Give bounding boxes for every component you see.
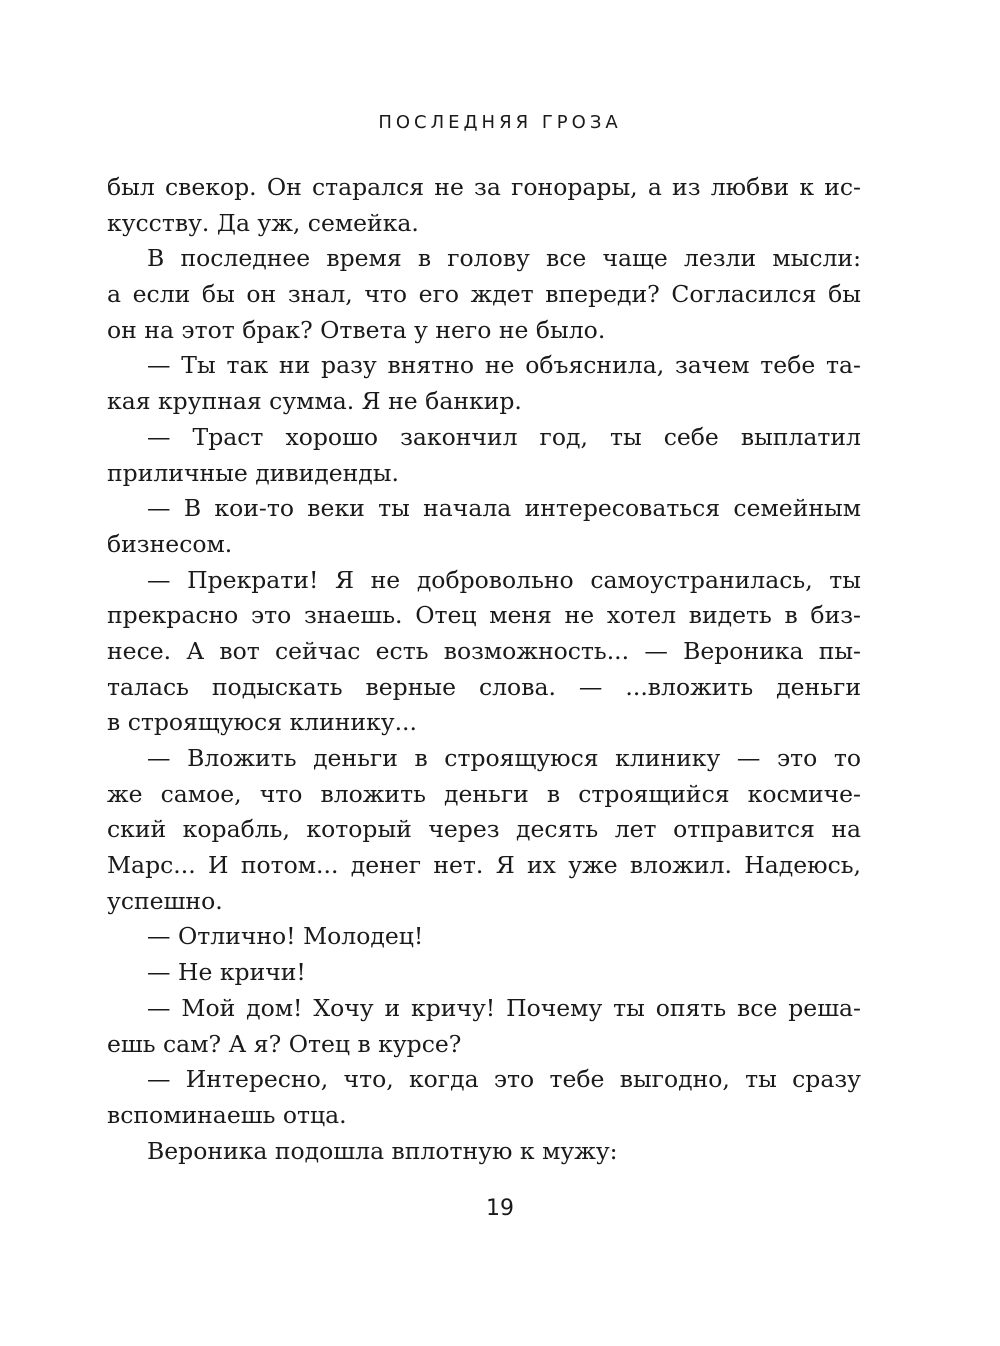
text-line: — Вложить деньги в строящуюся клинику — это то [147,744,861,772]
text-line: В последнее время в голову все чаще лезли мысли: [147,244,861,273]
text-line: — Интересно, что, когда это тебе выгодно, ты сразу [147,1065,861,1094]
text-line: Вероника подошла вплотную к мужу: [147,1136,618,1165]
text-line: кусству. Да уж, семейка. [107,208,419,237]
text-line: ский корабль, который через десять лет отправится на [107,815,861,844]
text-line: прекрасно это знаешь. Отец меня не хотел видеть в биз- [107,601,861,630]
text-line: — Траст хорошо закончил год, ты себе выплатил [147,422,861,451]
text-line: — Не кричи! [147,958,306,987]
text-line: вспоминаешь отца. [107,1100,347,1129]
text-line: был свекор. Он старался не за гонорары, а из любви к ис- [107,173,861,201]
text-line: — Отлично! Молодец! [147,922,424,951]
text-line: ешь сам? А я? Отец в курсе? [107,1029,462,1058]
text-line: кая крупная сумма. Я не банкир. [107,387,522,416]
text-line: — Прекрати! Я не добровольно самоустранилась, ты [147,565,861,594]
page-number: 19 [486,1196,514,1221]
text-line: он на этот брак? Ответа у него не было. [107,315,606,344]
text-line: талась подыскать верные слова. — ...вложить деньги [107,672,861,701]
text-line: в строящуюся клинику... [107,708,417,737]
text-line: несе. А вот сейчас есть возможность... — Вероника пы- [107,636,861,665]
body-text [107,170,861,1169]
text-line: бизнесом. [107,529,233,558]
text-line: приличные дивиденды. [107,458,399,487]
text-line: — Мой дом! Хочу и кричу! Почему ты опять все реша- [147,993,861,1022]
text-line: а если бы он знал, что его ждет впереди? Согласился бы [107,280,861,309]
running-head: ПОСЛЕДНЯЯ ГРОЗА [378,112,622,133]
text-line: — В кои-то веки ты начала интересоваться семейным [147,494,861,523]
text-line: успешно. [107,886,223,915]
text-line: — Ты так ни разу внятно не объяснила, зачем тебе та- [147,351,861,380]
text-line: Марс... И потом... денег нет. Я их уже вложил. Надеюсь, [107,851,861,880]
text-line: же самое, что вложить деньги в строящийся космиче- [107,779,861,808]
